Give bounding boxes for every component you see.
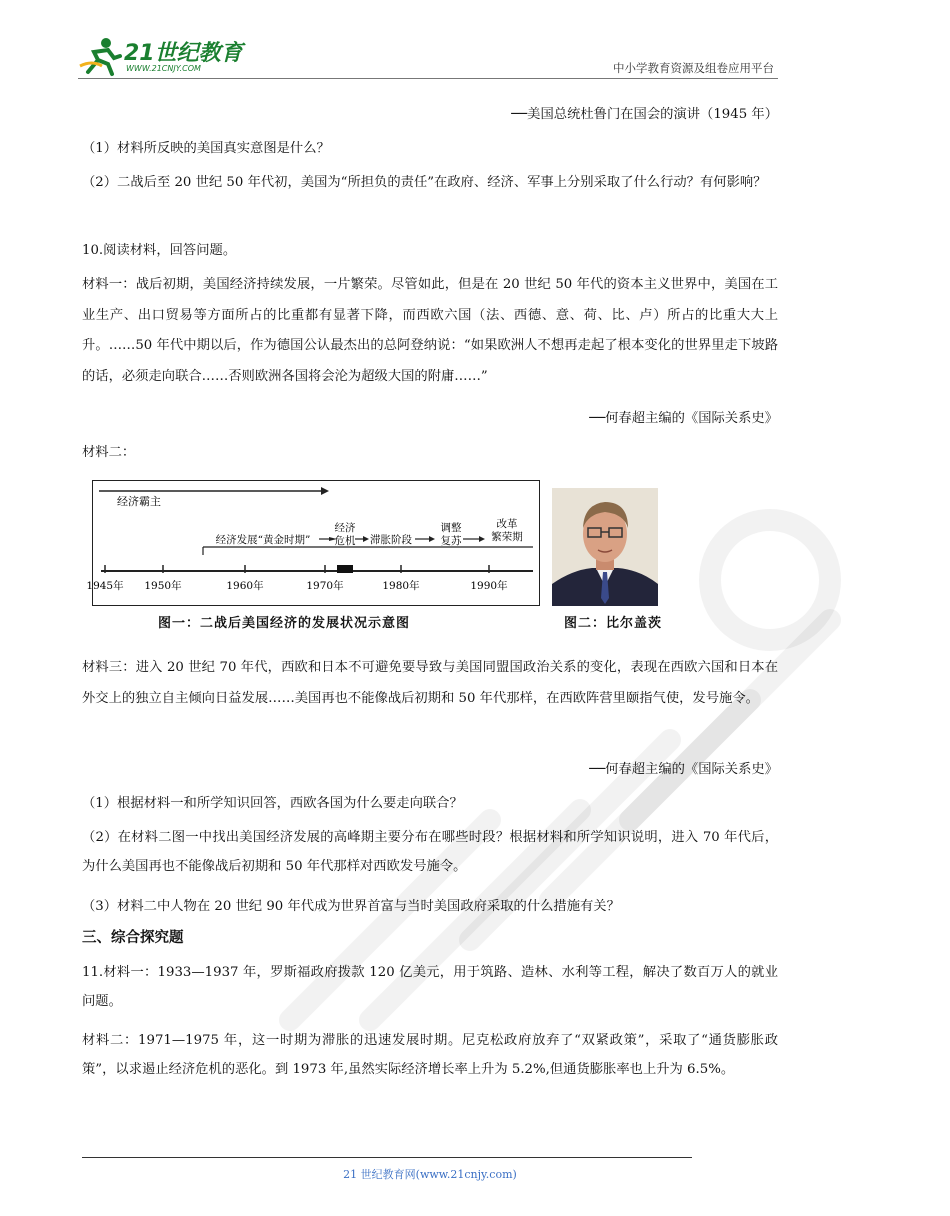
question-11-material-2: 材料二：1971—1975 年，这一时期为滞胀的迅速发展时期。尼克松政府放弃了“双紧政策”，采取了“通货膨胀政策”，以求遏止经济危机的恶化。到 1973 年,虽然实际经济增长率上升为 5.2%,但通货膨胀率也上升为 6.5%。 bbox=[82, 1033, 778, 1077]
q10-material-1: 材料一：战后初期，美国经济持续发展，一片繁荣。尽管如此，但是在 20 世纪 50 年代的资本主义世界中，美国在工业生产、出口贸易等方面所占的比重都有显著下降，而西欧六国（法、西德、意、荷、比、卢）所占的比重大大上升。……50 年代中期以后，作为德国公认最杰出的总阿登纳说：“如果欧洲人不想再走起了根本变化的世界里走下坡路的话，必须走向联合……否则欧洲各国将会沦为超级大国的附庸……” bbox=[82, 277, 778, 384]
question-10-title: 10.阅读材料，回答问题。 bbox=[82, 243, 237, 258]
question-11-material-1: 11.材料一：1933—1937 年，罗斯福政府拨款 120 亿美元，用于筑路、造林、水利等工程，解决了数百万人的就业问题。 bbox=[82, 965, 778, 1009]
header-divider bbox=[78, 78, 778, 79]
source-truman: ──美国总统杜鲁门在国会的演讲（1945 年） bbox=[511, 107, 778, 122]
logo-url: WWW.21CNJY.COM bbox=[126, 64, 201, 73]
timeline-stage-label: 繁荣期 bbox=[491, 531, 523, 543]
q10-material-3: 材料三：进入 20 世纪 70 年代，西欧和日本不可避免要导致与美国同盟国政治关系的变化，表现在西欧六国和日本在外交上的独立自主倾向日益发展……美国再也不能像战后初期和 50 年代那样，在西欧阵营里颐指气使，发号施令。 bbox=[82, 660, 778, 706]
bill-gates-portrait bbox=[552, 488, 658, 606]
section-3-heading: 三、综合探究题 bbox=[82, 930, 184, 946]
question-9-2: （2）二战后至 20 世纪 50 年代初，美国为“所担负的责任”在政府、经济、军事上分别采取了什么行动？有何影响？ bbox=[82, 175, 767, 190]
q10-material-3-source: ──何春超主编的《国际关系史》 bbox=[589, 762, 778, 777]
footer-link[interactable]: 21 世纪教育网(www.21cnjy.com) bbox=[343, 1168, 517, 1181]
figure2-caption: 图二：比尔盖茨 bbox=[564, 616, 663, 631]
timeline-year-label: 1990年 bbox=[470, 580, 508, 592]
timeline-stage-label: 滞胀阶段 bbox=[370, 534, 412, 546]
timeline-stage-label: 调整 bbox=[440, 522, 462, 534]
us-economy-timeline-figure bbox=[86, 480, 540, 606]
question-9-1: （1）材料所反映的美国真实意图是什么？ bbox=[82, 141, 330, 156]
q10-material-2-label: 材料二： bbox=[82, 445, 136, 460]
timeline-stage-label: 经济 bbox=[334, 522, 356, 534]
timeline-year-label: 1960年 bbox=[226, 580, 264, 592]
timeline-year-label: 1945年 bbox=[86, 580, 124, 592]
timeline-stage-label: 改革 bbox=[496, 518, 518, 530]
page-header bbox=[78, 30, 778, 80]
timeline-year-label: 1950年 bbox=[144, 580, 182, 592]
question-10-3: （3）材料二中人物在 20 世纪 90 年代成为世界首富与当时美国政府采取的什么措施有关？ bbox=[82, 899, 620, 914]
figure1-caption: 图一：二战后美国经济的发展状况示意图 bbox=[158, 616, 411, 631]
timeline-year-label: 1970年 bbox=[306, 580, 344, 592]
header-tagline: 中小学教育资源及组卷应用平台 bbox=[613, 61, 774, 75]
site-logo[interactable] bbox=[78, 36, 248, 76]
timeline-stage-label: 危机 bbox=[334, 535, 356, 547]
timeline-year-label: 1980年 bbox=[382, 580, 420, 592]
runner-icon bbox=[78, 36, 124, 76]
question-10-1: （1）根据材料一和所学知识回答，西欧各国为什么要走向联合？ bbox=[82, 796, 463, 811]
timeline-stage-label: 经济发展“黄金时期” bbox=[215, 534, 311, 546]
timeline-stage-label: 复苏 bbox=[440, 535, 462, 547]
q10-material-1-source: ──何春超主编的《国际关系史》 bbox=[589, 411, 778, 426]
question-10-2: （2）在材料二图一中找出美国经济发展的高峰期主要分布在哪些时段？根据材料和所学知识说明，进入 70 年代后，为什么美国再也不能像战后初期和 50 年代那样对西欧发号施令。 bbox=[82, 830, 778, 874]
footer-divider bbox=[82, 1157, 692, 1158]
logo-text: 21世纪教育 bbox=[124, 41, 243, 66]
timeline-top-label: 经济霸主 bbox=[117, 495, 161, 508]
